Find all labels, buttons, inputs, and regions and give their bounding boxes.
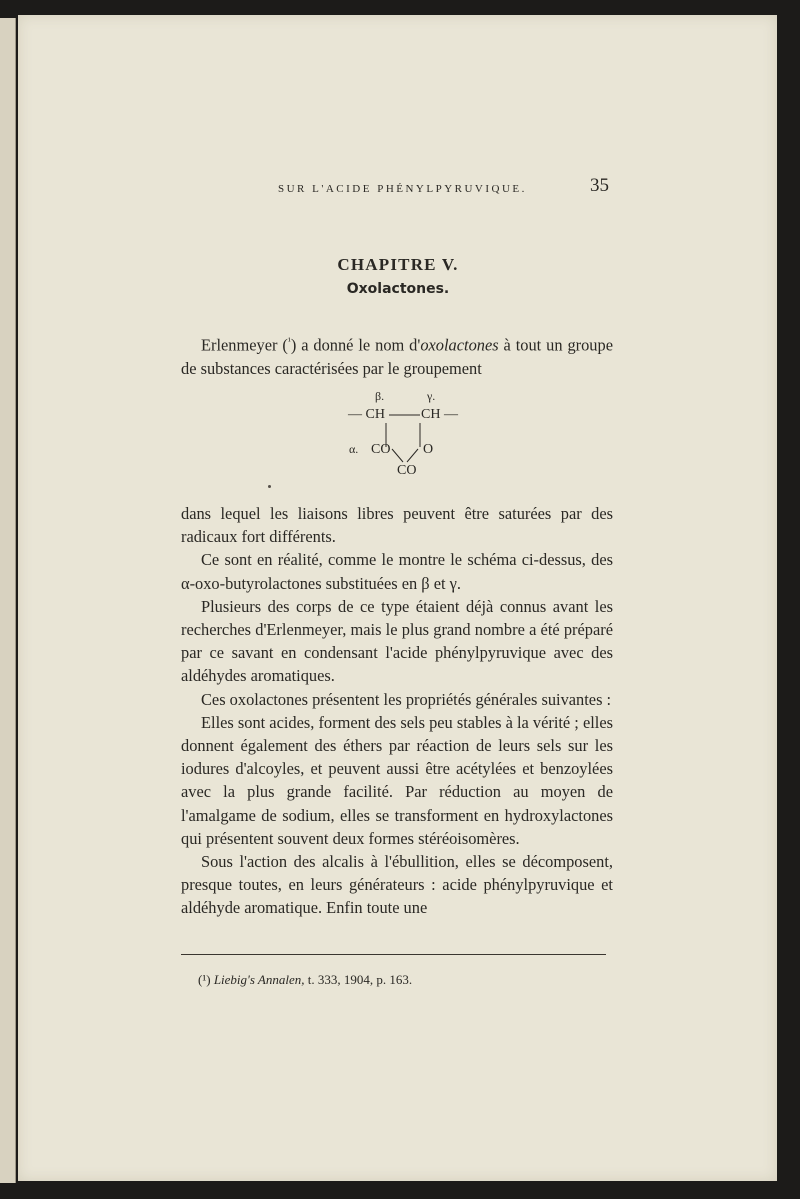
ring-oxygen: O	[423, 442, 434, 457]
intro-text-mid: ) a donné le nom d'	[290, 335, 421, 355]
book-page	[18, 15, 777, 1181]
intro-paragraph	[181, 330, 613, 380]
page-number: 35	[590, 175, 609, 196]
intro-text-start: Erlenmeyer (	[201, 335, 288, 355]
footnote-marker: (¹)	[198, 972, 211, 987]
footnote-source: Liebig's Annalen,	[213, 972, 305, 987]
chemical-formula	[343, 387, 463, 487]
italic-term: oxolactones	[420, 335, 499, 355]
footnote-ref: ¹	[287, 336, 291, 347]
beta-label: β.	[375, 389, 385, 403]
ink-dot	[268, 485, 271, 488]
paragraph: Sous l'action des alcalis à l'ébullition, elles se décomposent, presque toutes, en leurs générateurs : acide phénylpyruvique et aldéhyde aromatique. Enfin toute une	[181, 852, 613, 918]
alpha-label: α.	[349, 442, 359, 456]
footnote-details: t. 333, 1904, p. 163.	[307, 972, 413, 987]
body-text	[181, 502, 613, 920]
carbonyl-bottom: CO	[397, 463, 417, 478]
left-ch-group: — CH	[348, 407, 385, 422]
intro-text-end: à tout un groupe de substances caractérisées par le groupement	[181, 335, 613, 378]
chapter-title: CHAPITRE V.	[337, 255, 459, 274]
paragraph: Elles sont acides, forment des sels peu stables à la vérité ; elles donnent également des éthers par réaction de leurs sels sur les iodures d'alcoyles, et peuvent aussi être acétylées et benzoylées avec la plus grande facilité. Par réduction au moyen de l'amalgame de sodium, elles se transforment en hydroxylactones qui présentent souvent deux formes stéréoisomères.	[181, 712, 613, 848]
carbonyl-left: CO	[371, 442, 391, 457]
chapter-subtitle: Oxolactones.	[346, 281, 450, 297]
paragraph: Ces oxolactones présentent les propriétés générales suivantes :	[201, 689, 612, 709]
gamma-label: γ.	[427, 389, 436, 403]
footnote-rule	[181, 954, 606, 955]
paragraph: Ce sont en réalité, comme le montre le schéma ci-dessus, des α-oxo-butyrolactones substituées en β et γ.	[181, 550, 613, 593]
paragraph: Plusieurs des corps de ce type étaient déjà connus avant les recherches d'Erlenmeyer, mais le plus grand nombre a été préparé par ce savant en condensant l'acide phénylpyruvique avec des aldéhydes aromatiques.	[181, 596, 613, 686]
footnote	[198, 972, 412, 988]
previous-page-edge	[0, 18, 16, 1183]
running-title: SUR L'ACIDE PHÉNYLPYRUVIQUE.	[278, 183, 527, 195]
paragraph: dans lequel les liaisons libres peuvent être saturées par des radicaux fort différents.	[181, 504, 613, 547]
right-ch-group: CH —	[421, 407, 458, 422]
